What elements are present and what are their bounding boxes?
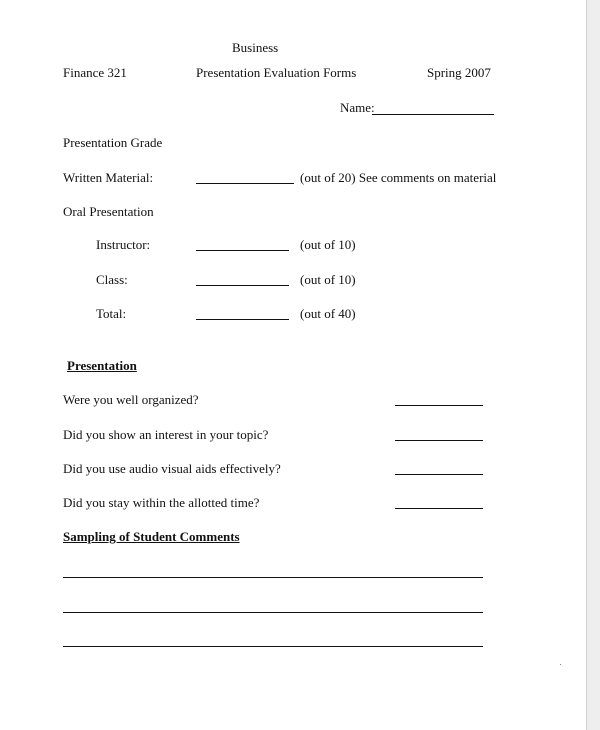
class-field-line[interactable] [196, 285, 289, 286]
oral-presentation-label: Oral Presentation [63, 204, 154, 219]
written-material-label: Written Material: [63, 170, 154, 185]
total-field-line[interactable] [196, 319, 289, 320]
question-audio-visual: Did you use audio visual aids effectively? [63, 461, 281, 476]
instructor-field-line[interactable] [196, 250, 289, 251]
student-comments-heading: Sampling of Student Comments [63, 529, 240, 544]
page-mark [560, 664, 561, 665]
class-note: (out of 10) [300, 272, 356, 287]
question-interest: Did you show an interest in your topic? [63, 427, 269, 442]
question-interest-answer-line[interactable] [395, 440, 483, 441]
name-label: Name: [340, 100, 375, 115]
question-organized-answer-line[interactable] [395, 405, 483, 406]
term-label: Spring 2007 [427, 65, 491, 80]
question-audio-visual-answer-line[interactable] [395, 474, 483, 475]
instructor-note: (out of 10) [300, 237, 356, 252]
question-organized: Were you well organized? [63, 392, 199, 407]
total-label: Total: [96, 306, 127, 321]
question-time-answer-line[interactable] [395, 508, 483, 509]
written-material-note: (out of 20) See comments on material [300, 170, 497, 185]
name-field-line[interactable] [372, 114, 494, 115]
question-time: Did you stay within the allotted time? [63, 495, 260, 510]
comment-line-3[interactable] [63, 646, 483, 647]
total-note: (out of 40) [300, 306, 356, 321]
presentation-heading: Presentation [67, 358, 137, 373]
written-material-field-line[interactable] [196, 183, 294, 184]
instructor-label: Instructor: [96, 237, 151, 252]
subject-title: Business [232, 40, 279, 55]
comment-line-1[interactable] [63, 577, 483, 578]
form-title: Presentation Evaluation Forms [196, 65, 357, 80]
presentation-grade-heading: Presentation Grade [63, 135, 163, 150]
class-label: Class: [96, 272, 128, 287]
comment-line-2[interactable] [63, 612, 483, 613]
course-label: Finance 321 [63, 65, 127, 80]
